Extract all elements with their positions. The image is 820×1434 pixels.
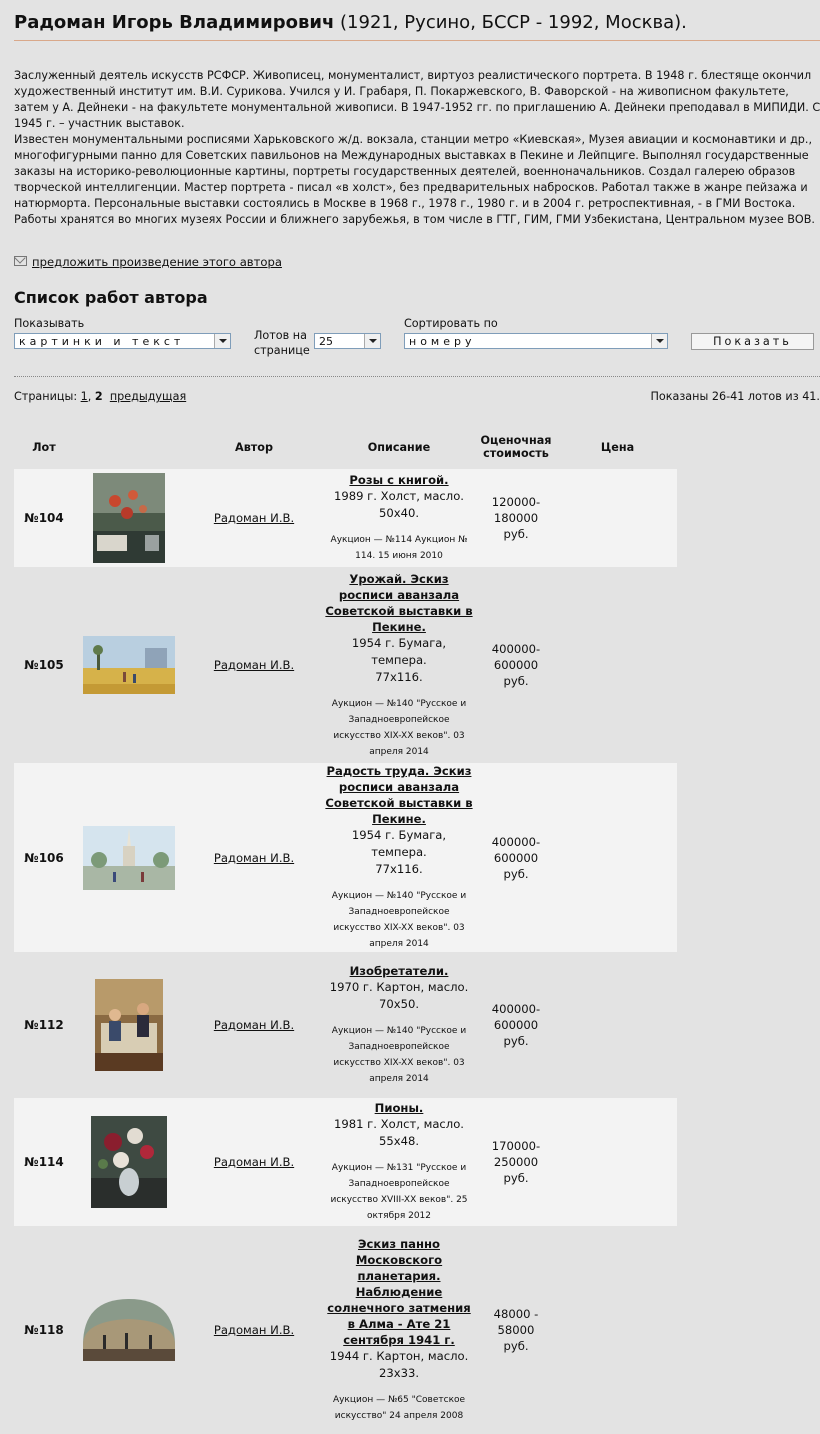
previous-page-link[interactable]: предыдущая: [109, 390, 187, 403]
price-cell: [558, 952, 677, 1098]
description-cell: [324, 1226, 474, 1434]
auction-info: Аукцион — №65 "Советское искусство" 24 апреля 2008: [332, 1395, 466, 1421]
estimate-cell: [474, 567, 558, 763]
estimate-currency: руб.: [503, 866, 529, 881]
artwork-thumbnail[interactable]: [83, 636, 175, 694]
pages-label: Страницы:: [14, 390, 81, 403]
description-cell: [324, 469, 474, 567]
table-header-row: [14, 425, 677, 469]
artwork-size: 70х50.: [378, 997, 420, 1011]
auction-info: Аукцион — №131 "Русское и Западноевропейское искусство XVIII-XX веков". 25 октября 2012: [330, 1163, 468, 1221]
artwork-title-link[interactable]: Изобретатели.: [349, 964, 449, 978]
artwork-meta: 1954 г. Бумага, темпера.: [351, 635, 447, 667]
estimate-cell: [474, 1098, 558, 1226]
lot-number: №112: [14, 952, 74, 1098]
lot-number: №106: [14, 763, 74, 952]
envelope-icon: [14, 256, 27, 266]
estimate-cell: [474, 1226, 558, 1434]
show-select-value: картинки и текст: [19, 335, 185, 348]
artwork-size: 23х33.: [378, 1366, 420, 1380]
estimate-currency: руб.: [503, 527, 529, 541]
artwork-meta: 1970 г. Картон, масло.: [329, 980, 469, 994]
artist-name: Радоман Игорь Владимирович: [14, 12, 335, 33]
author-link[interactable]: Радоман И.В.: [213, 1155, 295, 1169]
bio-paragraph-1: Заслуженный деятель искусств РСФСР. Живописец, монументалист, виртуоз реалистического портрета. В 1948 г. блестяще окончил художественный институт им. В.И. Сурикова. Учился у И. Грабаря, П. Покаржевского, В. Фаворской - на живописном факультете, затем у А. Дейнеки - на факультете монументальной живописи. В 1947-1952 гг. по приглашению А. Дейнеки преподавал в МИПИДИ. С 1945 г. – участник выставок.: [14, 69, 820, 130]
author-link[interactable]: Радоман И.В.: [213, 658, 295, 672]
artwork-title-link[interactable]: Урожай. Эскиз росписи аванзала Советской выставки в Пекине.: [325, 571, 473, 634]
price-cell: [558, 1098, 677, 1226]
bio-paragraph-2: Известен монументальными росписями Харьковского ж/д. вокзала, станции метро «Киевская», Музея авиации и космонавтики и др., многофигурными панно для Советских павильонов на Международных выставках в Пекине и Лейпциге. Выполнял государственные заказы на историко-революционные картины, портреты государственных деятелей, военноначальников. Создал галерею образов творческой интеллигенции. Мастер портрета - писал «в холст», без предварительных набросков. Работал также в жанре пейзажа и натюрморта. Персональные выставки состоялись в Москве в 1968 г., 1978 г., 1980 г. и в 2004 г. ретроспективная, - в ГМИ Востока. Работы хранятся во многих музеях России и ближнего зарубежья, в том числе в ГТГ, ГИМ, ГМИ Узбекистана, Центральном музее ВОВ.: [14, 133, 815, 226]
thumbnail-cell: [74, 763, 184, 952]
lot-number: №104: [14, 469, 74, 567]
header-price: Цена: [600, 440, 635, 454]
per-page-label-line-2: странице: [254, 344, 310, 357]
artwork-title-link[interactable]: Радость труда. Эскиз росписи аванзала Советской выставки в Пекине.: [325, 764, 473, 826]
artwork-meta: 1981 г. Холст, масло.: [333, 1117, 464, 1131]
thumbnail-cell: [74, 469, 184, 567]
sort-select[interactable]: [404, 333, 668, 349]
artwork-thumbnail[interactable]: [83, 826, 175, 890]
price-cell: [558, 763, 677, 952]
estimate-range: 48000 - 58000: [493, 1307, 539, 1337]
sort-select-value: номеру: [409, 335, 476, 348]
price-cell: [558, 469, 677, 567]
works-table: [14, 425, 677, 1434]
auction-info: Аукцион — №140 "Русское и Западноевропейское искусство XIX-XX веков". 03 апреля 2014: [331, 1026, 467, 1084]
estimate-currency: руб.: [503, 1171, 529, 1185]
description-cell: [324, 952, 474, 1098]
thumbnail-cell: [74, 567, 184, 763]
estimate-cell: [474, 763, 558, 952]
author-link[interactable]: Радоман И.В.: [213, 511, 295, 525]
artist-bio: [14, 68, 820, 228]
table-row: [14, 1226, 677, 1434]
table-row: [14, 567, 677, 763]
per-page-select[interactable]: [314, 333, 381, 349]
estimate-cell: [474, 952, 558, 1098]
list-controls: [14, 316, 820, 376]
table-row: [14, 469, 677, 567]
header-estimate: [474, 425, 558, 469]
artwork-meta: 1989 г. Холст, масло.: [333, 489, 464, 503]
estimate-range: 170000-250000: [491, 1139, 541, 1169]
artwork-meta: 1944 г. Картон, масло.: [329, 1349, 469, 1363]
description-cell: [324, 567, 474, 763]
author-link[interactable]: Радоман И.В.: [213, 1323, 295, 1337]
per-page-label: [254, 328, 310, 358]
auction-info: Аукцион — №140 "Русское и Западноевропейское искусство XIX-XX веков". 03 апреля 2014: [331, 698, 467, 757]
thumbnail-cell: [74, 1098, 184, 1226]
auction-info: Аукцион — №114 Аукцион № 114. 15 июня 2010: [330, 535, 468, 561]
show-select[interactable]: [14, 333, 231, 349]
estimate-currency: руб.: [503, 1339, 529, 1353]
artwork-size: 77х116.: [375, 862, 423, 876]
estimate-currency: руб.: [503, 1034, 529, 1048]
artist-details: (1921, Русино, БССР - 1992, Москва).: [334, 12, 687, 33]
per-page-select-value: 25: [319, 335, 333, 348]
description-cell: [324, 763, 474, 952]
artwork-thumbnail[interactable]: [93, 473, 165, 563]
estimate-range: 400000-600000: [491, 1002, 541, 1032]
lot-number: №114: [14, 1098, 74, 1226]
page-link-1[interactable]: 1: [80, 390, 88, 403]
auction-info: Аукцион — №140 "Русское и Западноевропейское искусство XIX-XX веков". 03 апреля 2014: [331, 891, 467, 949]
header-lot: Лот: [32, 440, 56, 454]
show-button[interactable]: Показать: [691, 333, 814, 350]
sort-label: Сортировать по: [404, 317, 498, 330]
estimate-range: 120000-180000: [491, 495, 541, 525]
chevron-down-icon[interactable]: [651, 334, 667, 348]
table-row: [14, 952, 677, 1098]
estimate-range: 400000-600000: [491, 834, 541, 865]
lot-number: №105: [14, 567, 74, 763]
description-cell: [324, 1098, 474, 1226]
per-page-label-line-1: Лотов на: [254, 329, 307, 342]
artwork-size: 55х48.: [378, 1134, 420, 1148]
pages-separator: ,: [87, 390, 95, 403]
author-link[interactable]: Радоман И.В.: [213, 850, 295, 865]
artwork-thumbnail[interactable]: [83, 1299, 175, 1361]
estimate-range: 400000-600000: [491, 642, 541, 672]
table-row: [14, 1098, 677, 1226]
show-label: Показывать: [14, 317, 85, 330]
current-page: 2: [94, 390, 103, 403]
artwork-meta: 1954 г. Бумага, темпера.: [351, 828, 447, 859]
artist-heading: [14, 0, 820, 41]
suggest-row: [14, 254, 820, 270]
results-summary: Показаны 26-41 лотов из 41.: [650, 390, 820, 403]
artwork-size: 77х116.: [375, 669, 423, 684]
estimate-currency: руб.: [503, 674, 529, 688]
header-estimate-line-1: Оценочная: [480, 434, 552, 447]
estimate-cell: [474, 469, 558, 567]
chevron-down-icon[interactable]: [364, 334, 380, 348]
table-row: [14, 763, 677, 952]
author-link[interactable]: Радоман И.В.: [213, 1018, 295, 1032]
price-cell: [558, 1226, 677, 1434]
header-estimate-line-2: стоимость: [483, 447, 549, 460]
header-description: Описание: [367, 440, 431, 454]
divider: [14, 376, 820, 377]
chevron-down-icon[interactable]: [214, 334, 230, 348]
pagination: [14, 389, 820, 409]
artwork-thumbnail[interactable]: [91, 1116, 167, 1208]
thumbnail-cell: [74, 952, 184, 1098]
artwork-thumbnail[interactable]: [95, 979, 163, 1071]
artwork-size: 50х40.: [378, 506, 420, 520]
works-list-title: Список работ автора: [14, 288, 208, 307]
price-cell: [558, 567, 677, 763]
thumbnail-cell: [74, 1226, 184, 1434]
artwork-title-link[interactable]: Эскиз панно Московского планетария. Наблюдение солнечного затмения в Алма - Ате 21 сентября 1941 г.: [327, 1237, 471, 1347]
artwork-title-link[interactable]: Розы с книгой.: [349, 473, 449, 487]
artwork-title-link[interactable]: Пионы.: [374, 1101, 424, 1115]
lot-number: №118: [14, 1226, 74, 1434]
header-author: Автор: [235, 440, 273, 454]
suggest-work-link[interactable]: предложить произведение этого автора: [32, 255, 282, 269]
